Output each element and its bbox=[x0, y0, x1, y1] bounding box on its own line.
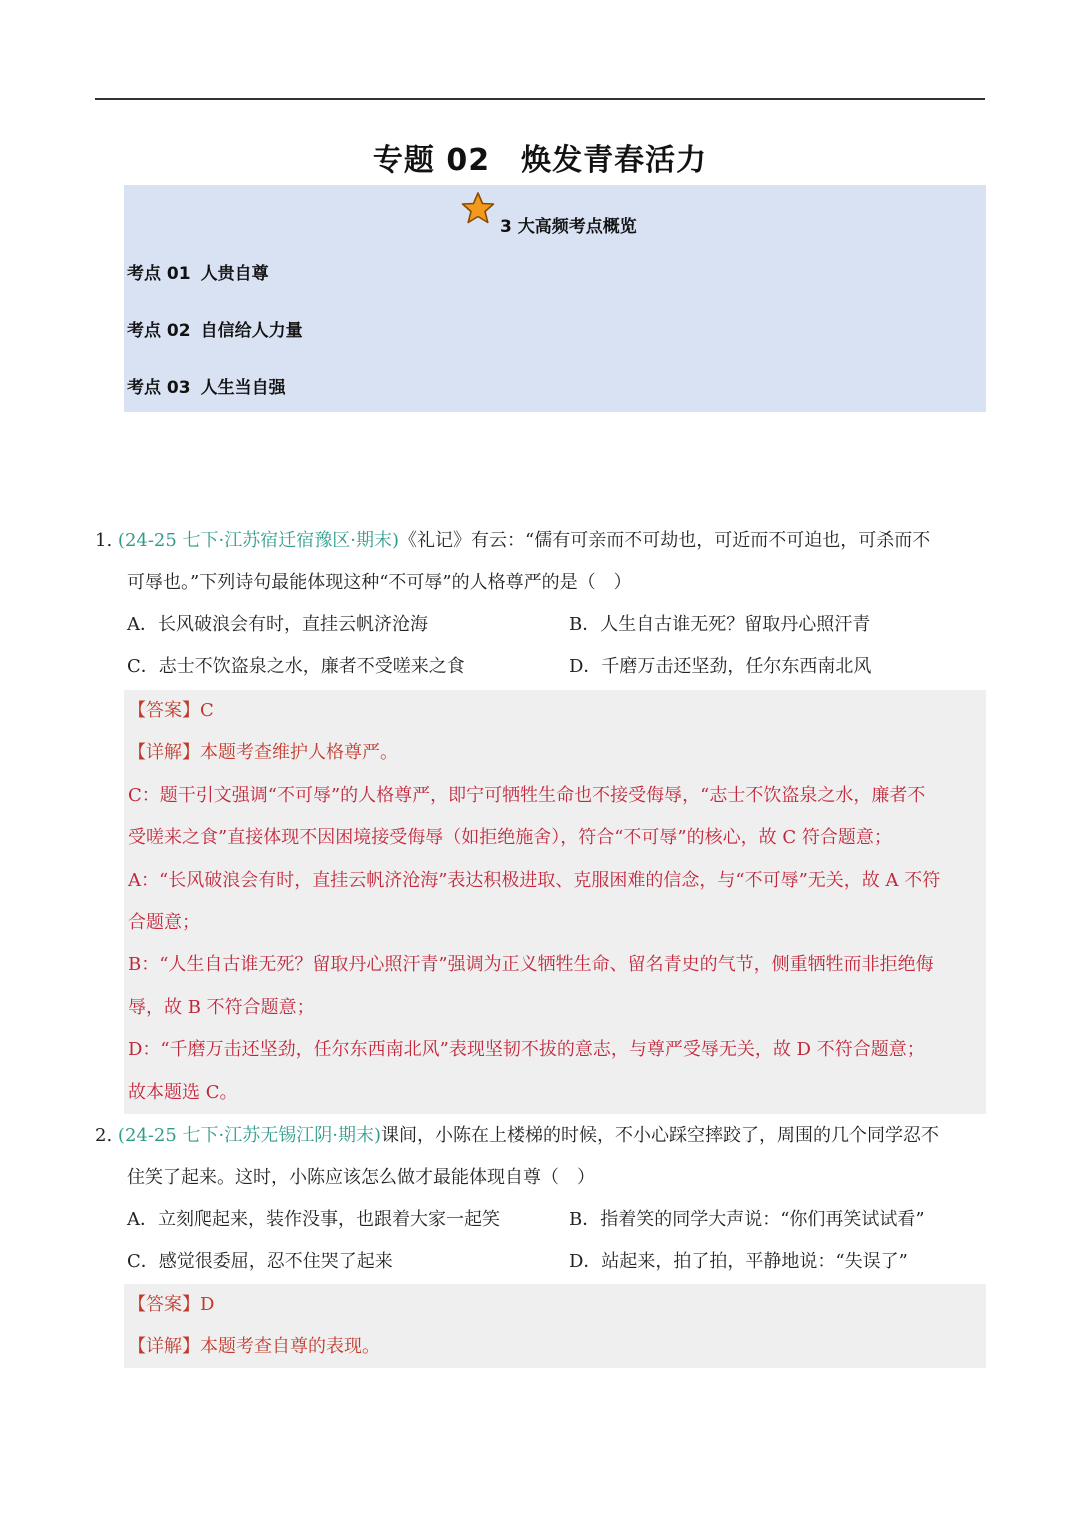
answer-line: B：“人生自古谁无死？留取丹心照汗青”强调为正义牺牲生命、留名青史的气节，侧重牺牲而非拒绝侮 bbox=[128, 954, 934, 976]
question-stem bbox=[95, 1115, 985, 1157]
question-source: (24-25 七下·江苏宿迁宿豫区·期末) bbox=[117, 530, 400, 551]
key-points-overview bbox=[124, 185, 986, 412]
options-row-2 bbox=[95, 646, 985, 688]
key-point-1: 考点 01 人贵自尊 bbox=[127, 264, 269, 284]
answer-line: 【答案】D bbox=[128, 1294, 215, 1315]
question-1 bbox=[95, 520, 985, 688]
answer-line: 【详解】本题考查维护人格尊严。 bbox=[128, 742, 398, 764]
header-rule bbox=[95, 98, 985, 100]
options-row-1 bbox=[95, 604, 985, 646]
answer-line: 【详解】本题考查自尊的表现。 bbox=[128, 1336, 380, 1358]
question-text-line2: 住笑了起来。这时，小陈应该怎么做才最能体现自尊（ ） bbox=[127, 1167, 595, 1188]
options-row-2 bbox=[95, 1241, 985, 1283]
question-source: (24-25 七下·江苏无锡江阴·期末) bbox=[117, 1125, 382, 1146]
option-a: A．立刻爬起来，装作没事，也跟着大家一起笑 bbox=[127, 1209, 500, 1230]
answer-line: 受嗟来之食”直接体现不因困境接受侮辱（如拒绝施舍），符合“不可辱”的核心，故 C 符合题意； bbox=[128, 827, 892, 849]
option-d: D．站起来，拍了拍，平静地说：“失误了” bbox=[569, 1251, 908, 1272]
question-2 bbox=[95, 1115, 985, 1283]
key-point-3: 考点 03 人生当自强 bbox=[127, 378, 286, 398]
options-row-1 bbox=[95, 1199, 985, 1241]
answer-line: A：“长风破浪会有时，直挂云帆济沧海”表达积极进取、克服困难的信念，与“不可辱”无关，故 A 不符 bbox=[128, 869, 941, 891]
option-d: D．千磨万击还坚劲，任尔东西南北风 bbox=[569, 656, 872, 677]
answer-line: 故本题选 C。 bbox=[128, 1081, 238, 1103]
question-text-line2: 可辱也。”下列诗句最能体现这种“不可辱”的人格尊严的是（ ） bbox=[127, 572, 632, 593]
answer-line: 【答案】C bbox=[128, 700, 214, 721]
question-text-line1: 课间，小陈在上楼梯的时候，不小心踩空摔跤了，周围的几个同学忍不 bbox=[381, 1125, 940, 1146]
question-number: 1. bbox=[95, 530, 113, 551]
question-number: 2. bbox=[95, 1125, 113, 1146]
answer-line: C：题干引文强调“不可辱”的人格尊严，即宁可牺牲生命也不接受侮辱，“志士不饮盗泉之水，廉者不 bbox=[128, 784, 926, 806]
question-text-line1: 《礼记》有云：“儒有可亲而不可劫也，可近而不可迫也，可杀而不 bbox=[399, 530, 931, 551]
answer-block-1 bbox=[124, 690, 986, 1114]
page-title: 专题 02 焕发青春活力 bbox=[372, 143, 708, 178]
key-point-2: 考点 02 自信给人力量 bbox=[127, 321, 303, 341]
overview-heading: 3 大高频考点概览 bbox=[500, 217, 637, 237]
option-b: B．指着笑的同学大声说：“你们再笑试试看” bbox=[569, 1209, 925, 1230]
option-a: A．长风破浪会有时，直挂云帆济沧海 bbox=[127, 614, 428, 635]
answer-line: 辱，故 B 不符合题意； bbox=[128, 996, 315, 1018]
option-c: C．感觉很委屈，忍不住哭了起来 bbox=[127, 1251, 393, 1272]
answer-line: D：“千磨万击还坚劲，任尔东西南北风”表现坚韧不拔的意志，与尊严受辱无关，故 D 不符合题意； bbox=[128, 1039, 925, 1061]
answer-block-2 bbox=[124, 1284, 986, 1368]
star-icon bbox=[461, 191, 495, 225]
answer-line: 合题意； bbox=[128, 912, 200, 934]
question-stem bbox=[95, 520, 985, 562]
option-b: B．人生自古谁无死？留取丹心照汗青 bbox=[569, 614, 871, 635]
option-c: C．志士不饮盗泉之水，廉者不受嗟来之食 bbox=[127, 656, 465, 677]
